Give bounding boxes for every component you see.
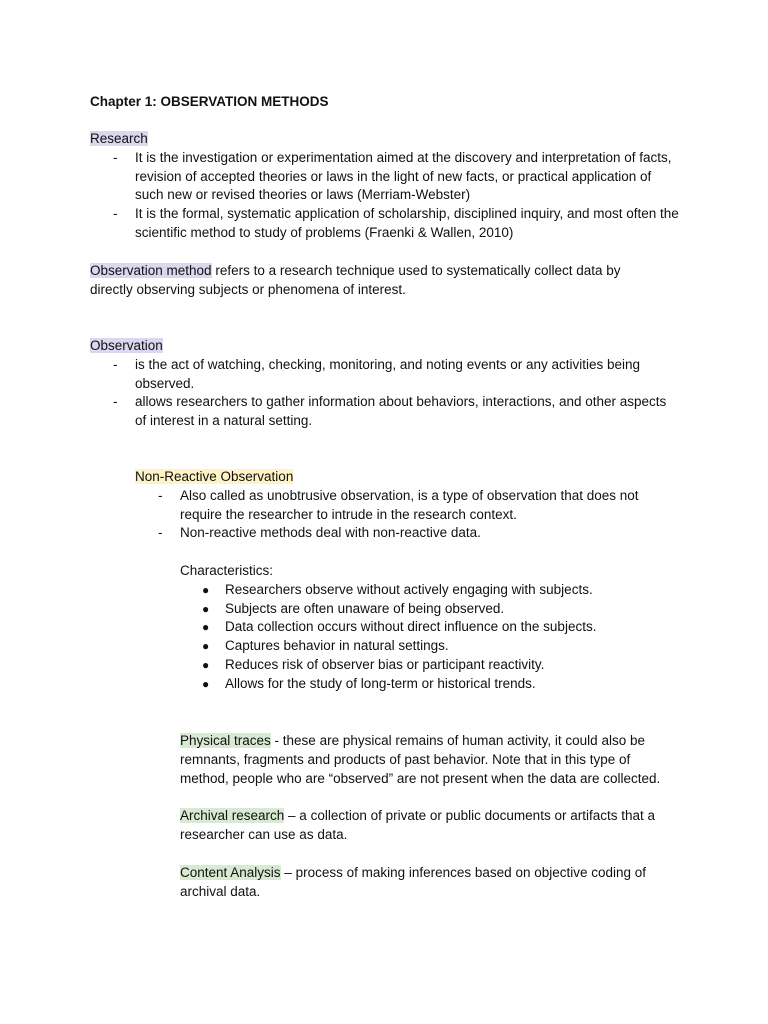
list-item: ● Subjects are often unaware of being observed.	[202, 600, 505, 616]
list-item: ● Allows for the study of long-term or historical trends.	[202, 675, 536, 691]
observation-section	[90, 337, 680, 431]
list-item: - It is the investigation or experimentation aimed at the discovery and interpretation of facts, revision of accepted theories or laws in the light of new facts, or practical application of such new or revised theories or laws (Merriam-Webster)	[113, 149, 672, 203]
list-item: ● Researchers observe without actively engaging with subjects.	[202, 581, 593, 597]
physical-traces-paragraph: Physical traces - these are physical remains of human activity, it could also be remnants, fragments and products of past behavior. Note that in this type of method, people who are “observed” are not present when the data are collected.	[180, 733, 661, 786]
chapter-title: Chapter 1: OBSERVATION METHODS	[90, 94, 329, 109]
characteristics-section	[180, 562, 680, 694]
non-reactive-list	[135, 487, 680, 543]
archival-research-paragraph: Archival research – a collection of private or public documents or artifacts that a researcher can use as data.	[180, 808, 655, 842]
list-item: - is the act of watching, checking, monitoring, and noting events or any activities being observed.	[113, 356, 641, 391]
list-item: - allows researchers to gather information about behaviors, interactions, and other aspects of interest in a natural setting.	[113, 394, 667, 429]
research-heading: Research	[90, 131, 148, 146]
list-item: ● Data collection occurs without direct influence on the subjects.	[202, 619, 597, 635]
observation-list	[90, 356, 680, 431]
characteristics-list	[180, 581, 680, 694]
content-analysis-term: Content Analysis	[180, 865, 281, 880]
list-item: ● Captures behavior in natural settings.	[202, 638, 449, 654]
physical-traces-term: Physical traces	[180, 733, 271, 748]
list-item: - Non-reactive methods deal with non-reactive data.	[158, 525, 481, 541]
observation-method-paragraph: Observation method refers to a research technique used to systematically collect data by directly observing subjects or phenomena of interest.	[90, 263, 621, 297]
observation-method-term: Observation method	[90, 263, 212, 278]
research-section	[90, 130, 680, 243]
list-item: - Also called as unobtrusive observation, is a type of observation that does not require the researcher to intrude in the research context.	[158, 487, 639, 522]
archival-research-term: Archival research	[180, 808, 285, 823]
observation-heading: Observation	[90, 338, 163, 353]
list-item: ● Reduces risk of observer bias or participant reactivity.	[202, 656, 545, 672]
list-item: - It is the formal, systematic application of scholarship, disciplined inquiry, and most often the scientific method to study of problems (Fraenki & Wallen, 2010)	[113, 206, 679, 240]
characteristics-label: Characteristics:	[180, 563, 274, 578]
research-list	[90, 149, 680, 243]
content-analysis-paragraph: Content Analysis – process of making inferences based on objective coding of archival data.	[180, 865, 647, 899]
non-reactive-section	[135, 468, 680, 543]
non-reactive-heading: Non-Reactive Observation	[135, 469, 294, 484]
